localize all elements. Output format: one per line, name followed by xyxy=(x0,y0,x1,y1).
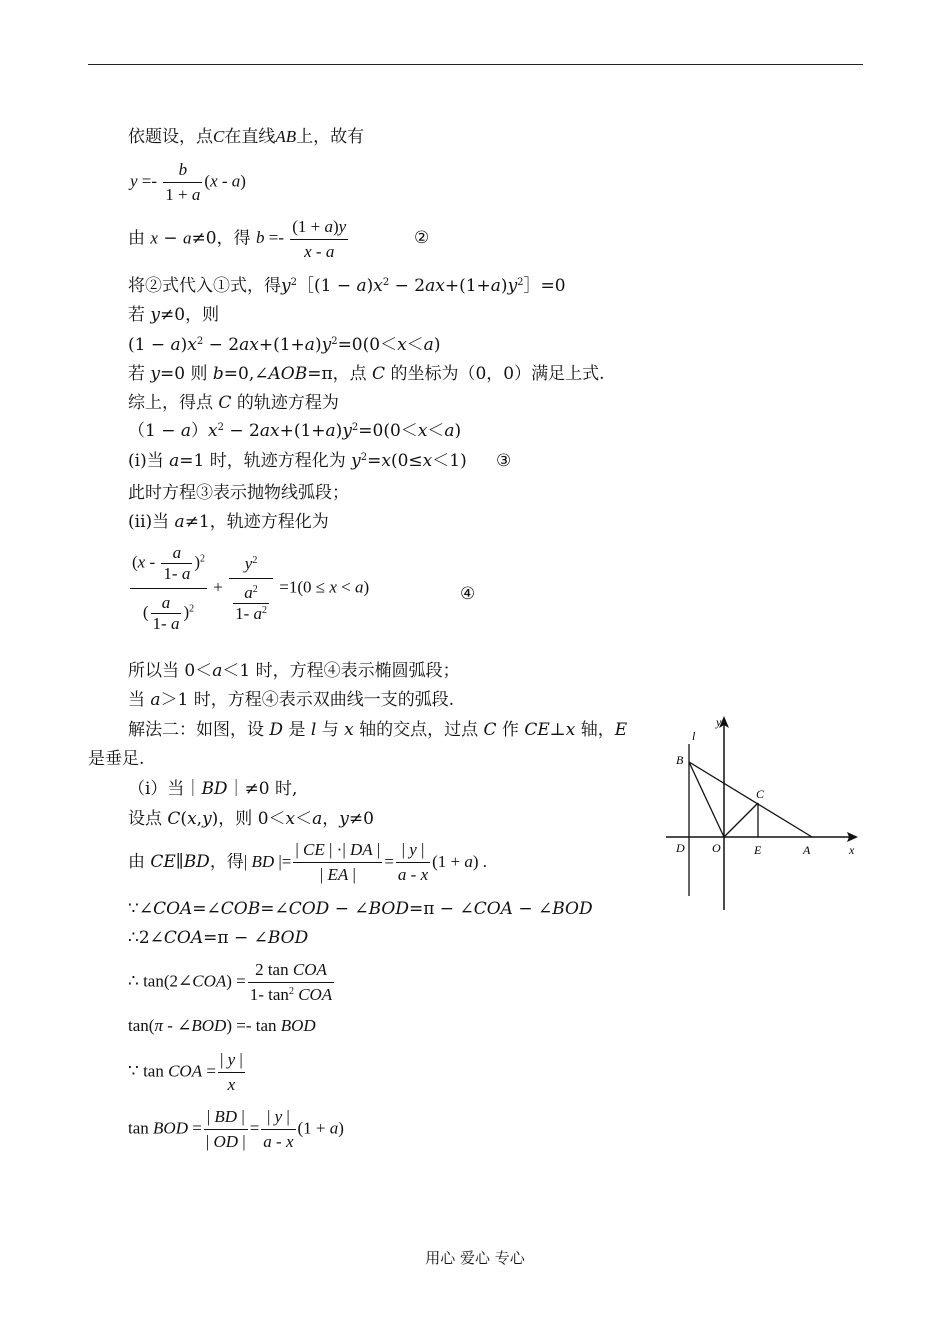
formula-tan-bod: tan(π - ∠BOD) =- tan BOD xyxy=(128,1016,316,1035)
text-line-ellipse: 所以当 0＜a＜1 时，方程④表示椭圆弧段； xyxy=(128,661,460,681)
formula-eq4: (x - $\frac{a}{1- a}$ )$^2$ ( $\frac{a}{1- a}$ )$^2$ + $\frac{y^2}{\frac{a^2}{1- a^2}}$ =1(0 ≤ x < a) xyxy=(132,543,370,633)
label-e: E xyxy=(754,843,762,857)
eq-number-4: ④ xyxy=(460,584,476,604)
formula-tan-bod2: tan BOD = $\frac{| BD |}{| OD |}$ = $\frac{| y |}{a - x}$ (1 + a) xyxy=(128,1107,344,1151)
segment-oc xyxy=(724,803,758,837)
text-line-if-y: 若 y≠0，则 xyxy=(128,305,220,325)
text-line-locus: $(1 - a)x^2 - 2ax+(1+a)y^2=0(0<x<a)$ xyxy=(128,421,462,441)
label-a: A xyxy=(803,843,811,857)
label-l: l xyxy=(692,729,696,743)
label-o: O xyxy=(712,841,721,855)
text-line-method2: 解法二：如图，设 D 是 l 与 x 轴的交点，过点 C 作 CE⊥x 轴，E xyxy=(128,720,628,740)
segment-ba xyxy=(689,762,812,837)
label-y: y xyxy=(716,715,722,729)
text-line-y0: 若 y=0 则 b=0,∠AOB=π，点 C 的坐标为（0，0）满足上式. xyxy=(128,364,605,384)
formula-line-b: 由 x − a≠0，得 b =- $\frac{(1 + a)y}{x - a}$ xyxy=(128,217,347,261)
label-b: B xyxy=(676,753,684,767)
text-line-case-bd: （i）当｜BD｜≠0 时, xyxy=(128,779,298,799)
text-line-1: 依题设，点C在直线AB上，故有 xyxy=(128,127,365,147)
text-line-eq1: $(1 - a)x^2 - 2ax+(1+a)y^2=0(0<x<a)$ xyxy=(128,335,441,355)
eq-number-3: ③ xyxy=(496,451,512,471)
formula-line-ab: y =- $\frac{b}{1 + a}$ (x - a) xyxy=(130,160,246,204)
geometry-figure xyxy=(660,710,870,920)
text-line-angle1: ∵∠COA=∠COB=∠COD − ∠BOD=π − ∠COA − ∠BOD xyxy=(128,899,593,919)
eq-number-2: ② xyxy=(414,228,430,248)
formula-bd: 由 CE∥BD，得| BD |= $\frac{| CE | \cdot| DA |}{| EA |}$ = $\frac{| y |}{a - x}$ (1 + a) . xyxy=(128,840,488,884)
text-line-set-c: 设点 C(x,y)，则 0＜x＜a，y≠0 xyxy=(128,809,374,829)
page-footer: 用心 爱心 专心 xyxy=(425,1249,525,1267)
text-line-angle2: ∴2∠COA=π − ∠BOD xyxy=(128,928,309,948)
label-c: C xyxy=(756,787,765,801)
header-rule xyxy=(88,64,863,65)
text-line-case-ii: (ii)当 a≠1，轨迹方程化为 xyxy=(128,512,329,532)
text-line-parabola: 此时方程③表示抛物线弧段； xyxy=(128,483,349,503)
text-line-hyperbola: 当 a＞1 时，方程④表示双曲线一支的弧段. xyxy=(128,690,455,710)
text-line-summary: 综上，得点 C 的轨迹方程为 xyxy=(128,393,339,413)
label-x: x xyxy=(849,843,855,857)
text-line-case-i: (i)当 a=1 时，轨迹方程化为 $y^2=x(0\le x<1)$ xyxy=(128,451,467,471)
formula-tan-coa: ∵ tan COA = $\frac{| y |}{x}$ xyxy=(128,1050,243,1094)
text-line-foot: 是垂足. xyxy=(88,749,145,769)
formula-tan2: ∴ tan(2∠COA) = $\frac{\text{2 tan COA}}{1- \tan^2 COA}$ xyxy=(128,960,333,1004)
text-line-substitute: 将②式代入①式，得$y^2[(1 - a)x^2$ − $2ax+(1+a)y^2]=0$ xyxy=(128,276,566,296)
label-d: D xyxy=(676,841,685,855)
